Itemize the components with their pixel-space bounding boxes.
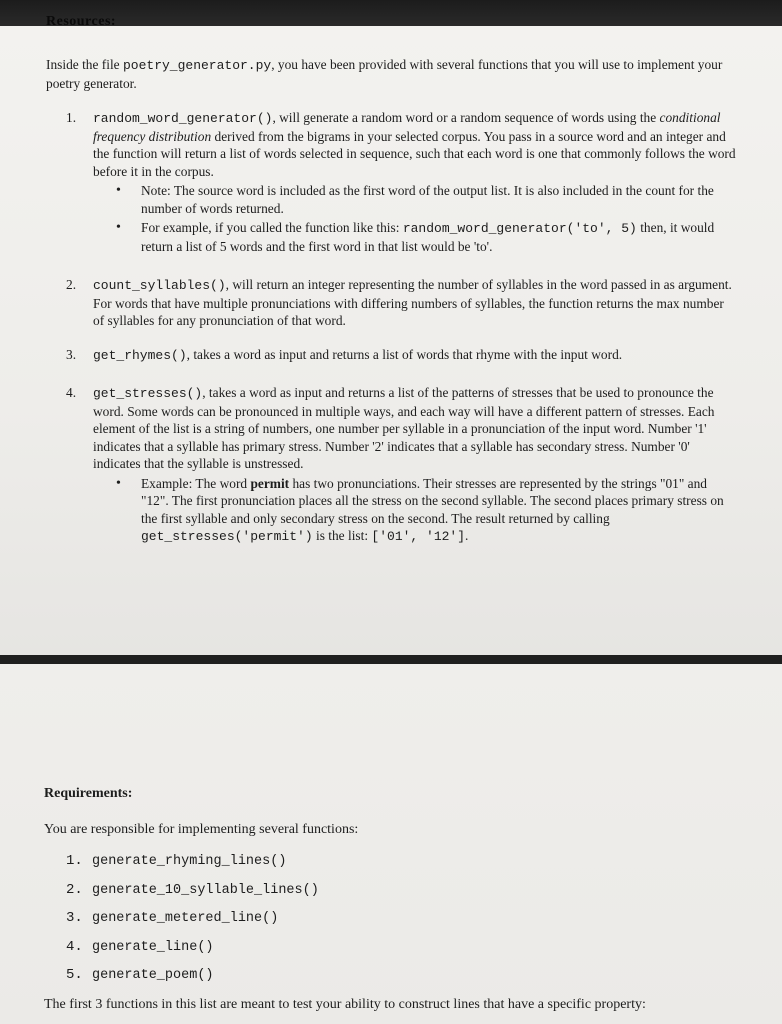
requirements-heading: Requirements: [44,786,133,801]
requirements-footer: The first 3 functions in this list are meant to test your ability to construct lines that have a specific property: [44,997,646,1012]
top-dark-band [0,0,782,28]
list-item: 5. generate_poem() [66,967,214,983]
list-item-random-word-generator: 1. random_word_generator(), will generate a random word or a random sequence of words using the conditional frequency distribution derived from the bigrams in your selected corpus. You pass in a source word and an integer and the function will return a list of words selected in sequence, such that each word is one that commonly follows the word before it in the corpus. • Note: The source word is included as the first word of the output list. It is also included in the count for the number of words returned. • For example, if you called the function like this: random_word_generator('to', 5) then, it would return a list of 5 words and the first word in that list would be 'to'. [66,109,738,255]
function-name: generate_metered_line() [92,911,279,926]
list-item: 1. generate_rhyming_lines() [66,853,287,869]
intro-paragraph: Inside the file poetry_generator.py, you have been provided with several functions that you will use to implement your poetry generator. [46,57,723,91]
function-name: count_syllables() [93,278,226,293]
function-name: generate_poem() [92,968,214,983]
list-item: 4. generate_line() [66,938,214,955]
bullet-note: • Note: The source word is included as the first word of the output list. It is also included in the count for the number of words returned. [141,182,738,217]
function-name: generate_line() [92,939,214,955]
requirements-list [66,853,319,996]
list-item-get-rhymes: 3. get_rhymes(), takes a word as input and returns a list of words that rhyme with the input word. [66,347,623,363]
function-name: generate_10_syllable_lines() [92,882,319,898]
bullet-permit-example: • Example: The word permit has two pronunciations. Their stresses are represented by the strings "01" and "12". The first pronunciation places all the stress on the second syllable. The second places primary stress on the first syllable and only secondary stress on the second. The result returned by calling get_stresses('permit') is the list: ['01', '12']. [141,475,738,546]
function-name: random_word_generator() [93,111,273,126]
list-item: 2. generate_10_syllable_lines() [66,881,319,898]
list-item-get-stresses: 4. get_stresses(), takes a word as input and returns a list of the patterns of stresses that be used to pronounce the word. Some words can be pronounced in multiple ways, and each way will have a different pattern of stresses. Each element of the list is a string of numbers, one number per syllable in a pronunciation of the input word. Number '1' indicates that a syllable has primary stress. Number '2' indicates that a syllable has secondary stress. Number '0' indicates that the syllable is unstressed. • Example: The word permit has two pronunciations. Their stresses are represented by the strings "01" and "12". The first pronunciation places all the stress on the second syllable. The second places primary stress on the first syllable and only secondary stress on the second. The result returned by calling get_stresses('permit') is the list: ['01', '12']. [66,384,738,546]
resources-heading: Resources: [46,14,117,29]
page-divider [0,655,782,664]
list-item: 3. generate_metered_line() [66,910,279,926]
requirements-intro: You are responsible for implementing several functions: [44,822,359,837]
file-name: poetry_generator.py [122,58,272,73]
list-item-count-syllables: 2. count_syllables(), will return an integer representing the number of syllables in the word passed in as argument. For words that have multiple pronunciations with differing numbers of syllables, the function returns the max number of syllables for any pronunciation of that word. [66,277,732,328]
bullet-example: • For example, if you called the function like this: random_word_generator('to', 5) then, it would return a list of 5 words and the first word in that list would be 'to'. [141,219,738,255]
function-name: get_stresses() [93,386,203,401]
function-name: get_rhymes() [93,348,187,363]
function-name: generate_rhyming_lines() [92,854,287,869]
